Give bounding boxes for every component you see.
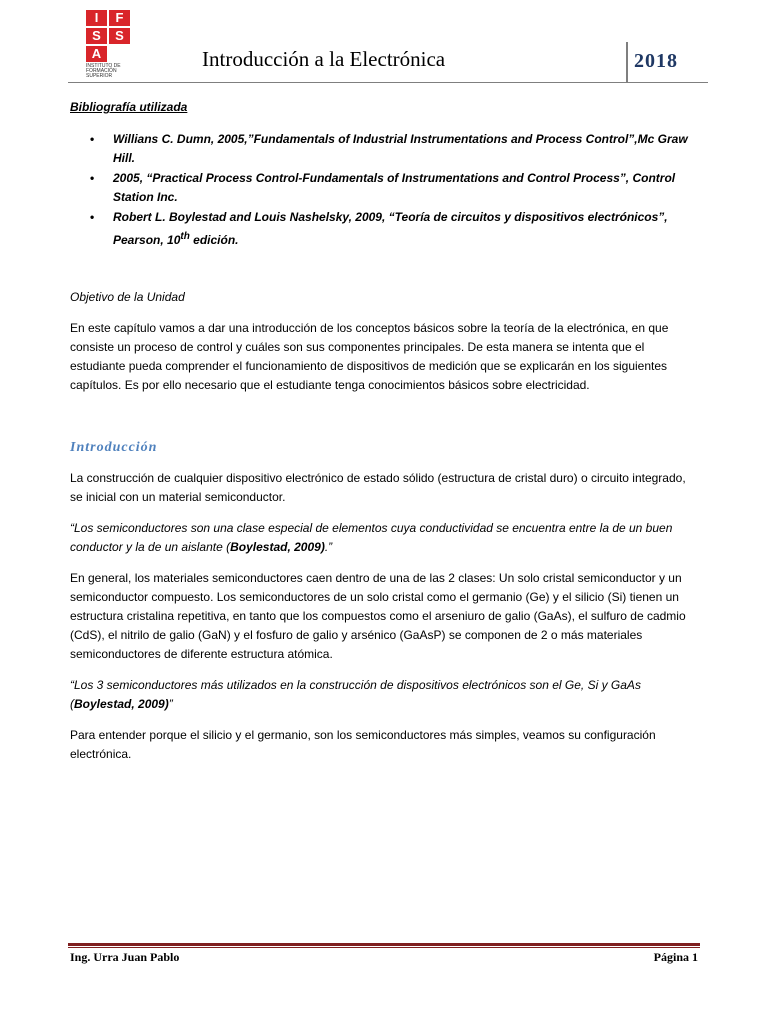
objective-heading: Objetivo de la Unidad bbox=[70, 290, 185, 304]
bibliography-heading: Bibliografía utilizada bbox=[70, 100, 188, 114]
quote-1-citation: Boylestad, 2009) bbox=[230, 540, 325, 554]
objective-paragraph: En este capítulo vamos a dar una introducción de los conceptos básicos sobre la teoría de la electrónica, en que consiste un proceso de control y cuáles son sus componentes principales. De esta manera se intenta que el estudiante pueda comprender el funcionamiento de dispositivos de medición que se explicarán en los siguientes capítulos. Es por ello necesario que el estudiante tenga conocimientos básicos sobre electricidad. bbox=[70, 321, 669, 392]
bibliography-text: Robert L. Boylestad and Louis Nashelsky, 2009, “Teoría de circuitos y dispositivos electrónicos”, Pearson, 10 bbox=[113, 210, 668, 247]
logo-letter: I bbox=[86, 10, 107, 26]
intro-paragraph-1: La construcción de cualquier dispositivo electrónico de estado sólido (estructura de cristal duro) o circuito integrado, se inicial con un material semiconductor. bbox=[70, 471, 686, 504]
logo-tagline-line: INSTITUTO DE bbox=[86, 63, 121, 69]
edition-superscript: th bbox=[180, 231, 190, 242]
logo-letter: S bbox=[109, 28, 130, 44]
quote-2-citation: Boylestad, 2009) bbox=[74, 697, 169, 711]
introduction-heading: Introducción bbox=[70, 440, 158, 455]
footer-rule-thick bbox=[68, 943, 700, 946]
header-rule bbox=[68, 82, 708, 83]
logo-letter: A bbox=[86, 46, 107, 62]
ifssa-logo bbox=[86, 10, 134, 82]
footer-rule-thin bbox=[68, 947, 700, 948]
quote-2-text: “Los 3 semiconductores más utilizados en la construcción de dispositivos electrónicos son el Ge, Si y GaAs ( bbox=[70, 678, 641, 711]
logo-tagline bbox=[86, 64, 142, 79]
footer-page-number: Página 1 bbox=[653, 950, 698, 964]
bullet-icon: • bbox=[90, 171, 95, 185]
logo-letter: F bbox=[109, 10, 130, 26]
quote-1-end: .” bbox=[324, 540, 333, 554]
document-title: Introducción a la Electrónica bbox=[202, 47, 446, 71]
quote-2 bbox=[70, 676, 700, 714]
bibliography-item bbox=[70, 169, 702, 207]
quote-1 bbox=[70, 519, 700, 557]
intro-paragraph-3: Para entender porque el silicio y el germanio, son los semiconductores más simples, veamos su configuración electrónica. bbox=[70, 728, 656, 761]
logo-letter: S bbox=[86, 28, 107, 44]
logo-letter bbox=[109, 46, 130, 62]
header-divider bbox=[626, 42, 628, 82]
bibliography-text: 2005, “Practical Process Control-Fundamentals of Instrumentations and Control Process”, Control Station Inc. bbox=[113, 171, 676, 204]
quote-2-end: ” bbox=[168, 697, 173, 711]
quote-1-text: “Los semiconductores son una clase especial de elementos cuya conductividad se encuentra entre la de un buen conductor y la de un aislante ( bbox=[70, 521, 673, 554]
page-header bbox=[0, 0, 768, 110]
logo-tagline-line: FORMACIÓN bbox=[86, 68, 117, 74]
bibliography-item bbox=[70, 130, 702, 168]
bibliography-text-end: edición. bbox=[189, 233, 239, 247]
bibliography-text: Willians C. Dumn, 2005,”Fundamentals of Industrial Instrumentations and Process Control”,Mc Graw Hill. bbox=[113, 132, 688, 165]
bibliography-item bbox=[70, 208, 702, 250]
bibliography-list bbox=[70, 130, 702, 251]
intro-paragraph-2: En general, los materiales semiconductores caen dentro de una de las 2 clases: Un solo cristal semiconductor y un semiconductor compuesto. Los semiconductores de un solo cristal como el germanio (Ge) y el silicio (Si) tienen un estructura cristalina repetitiva, en tanto que los compuestos como el arseniuro de galio (GaAs), el sulfuro de cadmio (CdS), el nitrilo de galio (GaN) y el fosfuro de galio y arsénico (GaAsP) se componen de 2 o más materiales semiconductores de diferente estructura atómica. bbox=[70, 571, 686, 661]
logo-tagline-line: SUPERIOR bbox=[86, 73, 113, 79]
footer-author: Ing. Urra Juan Pablo bbox=[70, 950, 180, 964]
document-year: 2018 bbox=[634, 50, 678, 72]
logo-letter-grid bbox=[86, 10, 134, 62]
bullet-icon: • bbox=[90, 132, 95, 146]
bullet-icon: • bbox=[90, 210, 95, 224]
